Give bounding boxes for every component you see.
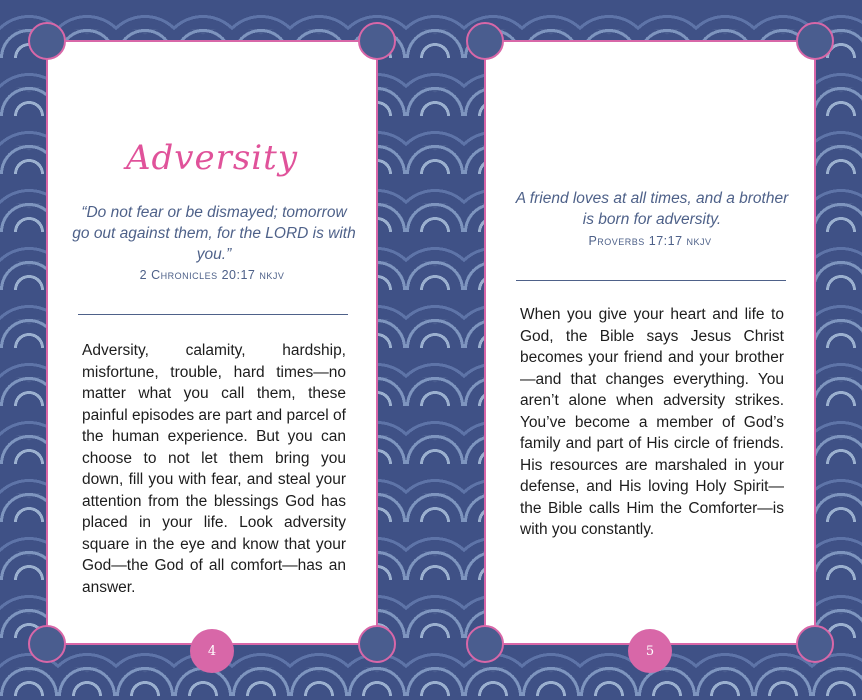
divider xyxy=(516,280,786,281)
left-page xyxy=(46,40,378,659)
scripture-reference: 2 Chronicles 20:17 nkjv xyxy=(139,268,285,282)
page-number-badge: 4 xyxy=(190,629,234,673)
right-page xyxy=(484,40,816,659)
divider xyxy=(78,314,348,315)
scripture-verse: “Do not fear or be dismayed; tomorrow go out against them, for the LORD is with you.” xyxy=(72,204,356,263)
corner-ornament xyxy=(796,625,834,663)
devotional-text: When you give your heart and life to God, the Bible says Jesus Christ becomes your friend and your brother—and that changes everything. You aren’t alone when adversity strikes. You’ve become a member of God’s family and part of His circle of friends. His resources are marshaled in your defense, and His loving Holy Spirit—the Bible calls Him the Comforter—is with you constantly. xyxy=(520,306,784,538)
scripture-verse: A friend loves at all times, and a brother is born for adversity. xyxy=(515,190,789,228)
corner-ornament xyxy=(28,625,66,663)
page-number-badge: 5 xyxy=(628,629,672,673)
corner-ornament xyxy=(358,625,396,663)
scripture-reference: Proverbs 17:17 nkjv xyxy=(588,234,712,248)
devotional-text: Adversity, calamity, hardship, misfortune, trouble, hard times—no matter what you call them, these painful episodes are part and parcel of the human experience. But you can choose to not let them bring you down, fill you with fear, and steal your attention from the blessings God has placed in your life. Look adversity square in the eye and know that your God—the God of all comfort—has an answer. xyxy=(82,342,346,596)
corner-ornament xyxy=(466,625,504,663)
page-title: Adversity xyxy=(125,138,299,178)
